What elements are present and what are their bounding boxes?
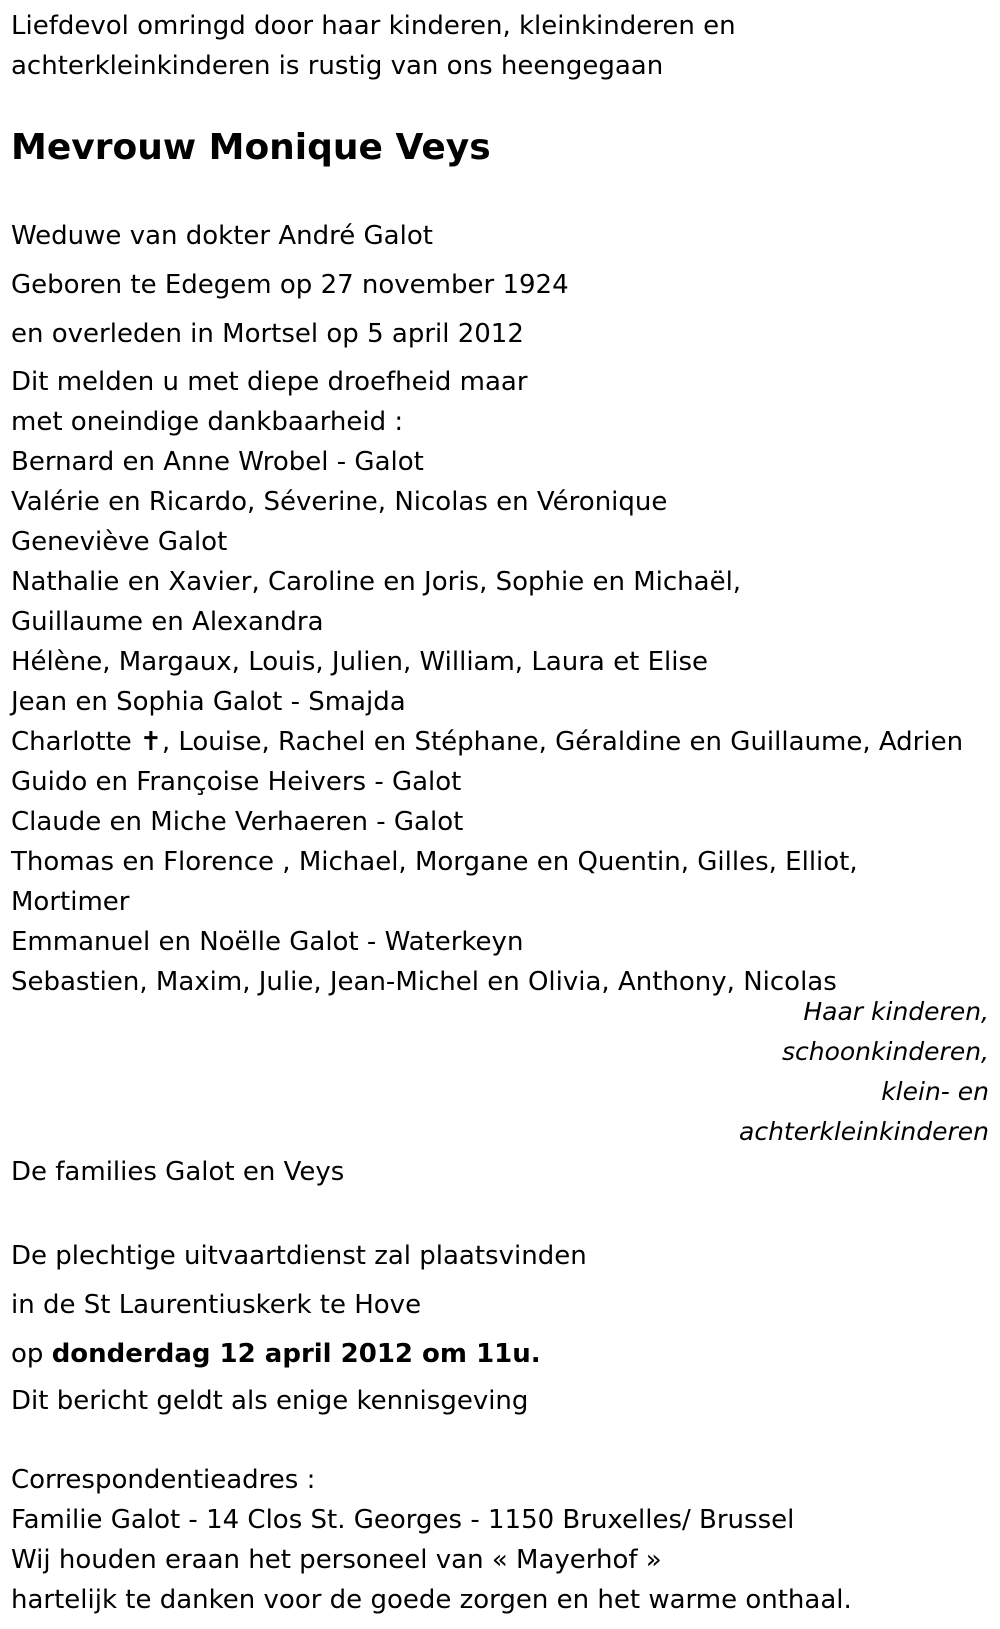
life-details bbox=[11, 212, 569, 359]
signature-line: schoonkinderen, bbox=[781, 1037, 989, 1066]
family-line: Jean en Sophia Galot - Smajda bbox=[11, 687, 406, 717]
family-line: Mortimer bbox=[11, 887, 130, 917]
correspondence-address: Familie Galot - 14 Clos St. Georges - 1150 Bruxelles/ Brussel bbox=[11, 1505, 795, 1535]
closing-note: Dit bericht geldt als enige kennisgeving bbox=[11, 1386, 529, 1416]
family-line: Valérie en Ricardo, Séverine, Nicolas en Véronique bbox=[11, 487, 668, 517]
intro-text bbox=[11, 6, 736, 86]
signature-line: achterkleinkinderen bbox=[739, 1117, 989, 1146]
family-line: Emmanuel en Noëlle Galot - Waterkeyn bbox=[11, 927, 524, 957]
family-line: Guillaume en Alexandra bbox=[11, 607, 324, 637]
intro-line: Liefdevol omringd door haar kinderen, kleinkinderen en bbox=[11, 11, 736, 41]
funeral-line: in de St Laurentiuskerk te Hove bbox=[11, 1290, 422, 1320]
death-line: en overleden in Mortsel op 5 april 2012 bbox=[11, 319, 524, 349]
birth-line: Geboren te Edegem op 27 november 1924 bbox=[11, 270, 569, 300]
family-line: Guido en Françoise Heivers - Galot bbox=[11, 767, 462, 797]
family-line: Sebastien, Maxim, Julie, Jean-Michel en Olivia, Anthony, Nicolas bbox=[11, 967, 837, 997]
funeral-date-prefix: op bbox=[11, 1339, 52, 1369]
funeral-info bbox=[11, 1232, 587, 1379]
signature-block bbox=[739, 992, 989, 1152]
family-line: Thomas en Florence , Michael, Morgane en Quentin, Gilles, Elliot, bbox=[11, 847, 858, 877]
correspondence-block bbox=[11, 1460, 852, 1620]
family-list bbox=[11, 362, 963, 1002]
family-line: met oneindige dankbaarheid : bbox=[11, 407, 404, 437]
signature-line: klein- en bbox=[881, 1077, 989, 1106]
correspondence-label: Correspondentieadres : bbox=[11, 1465, 316, 1495]
family-line: Dit melden u met diepe droefheid maar bbox=[11, 367, 528, 397]
funeral-date-line bbox=[11, 1330, 587, 1379]
funeral-line: De plechtige uitvaartdienst zal plaatsvinden bbox=[11, 1241, 587, 1271]
family-line: Claude en Miche Verhaeren - Galot bbox=[11, 807, 464, 837]
thanks-line: Wij houden eraan het personeel van « Mayerhof » bbox=[11, 1545, 662, 1575]
funeral-date: donderdag 12 april 2012 om 11u. bbox=[51, 1339, 541, 1369]
family-line: Charlotte ✝, Louise, Rachel en Stéphane, Géraldine en Guillaume, Adrien bbox=[11, 727, 964, 757]
family-line: Nathalie en Xavier, Caroline en Joris, Sophie en Michaël, bbox=[11, 567, 742, 597]
family-line: Bernard en Anne Wrobel - Galot bbox=[11, 447, 424, 477]
families-line: De families Galot en Veys bbox=[11, 1157, 345, 1187]
family-line: Hélène, Margaux, Louis, Julien, William, Laura et Elise bbox=[11, 647, 708, 677]
deceased-name: Mevrouw Monique Veys bbox=[11, 127, 491, 168]
thanks-line: hartelijk te danken voor de goede zorgen en het warme onthaal. bbox=[11, 1585, 852, 1615]
intro-line: achterkleinkinderen is rustig van ons heengegaan bbox=[11, 51, 664, 81]
signature-line: Haar kinderen, bbox=[803, 997, 989, 1026]
family-line: Geneviève Galot bbox=[11, 527, 228, 557]
widow-line: Weduwe van dokter André Galot bbox=[11, 221, 433, 251]
